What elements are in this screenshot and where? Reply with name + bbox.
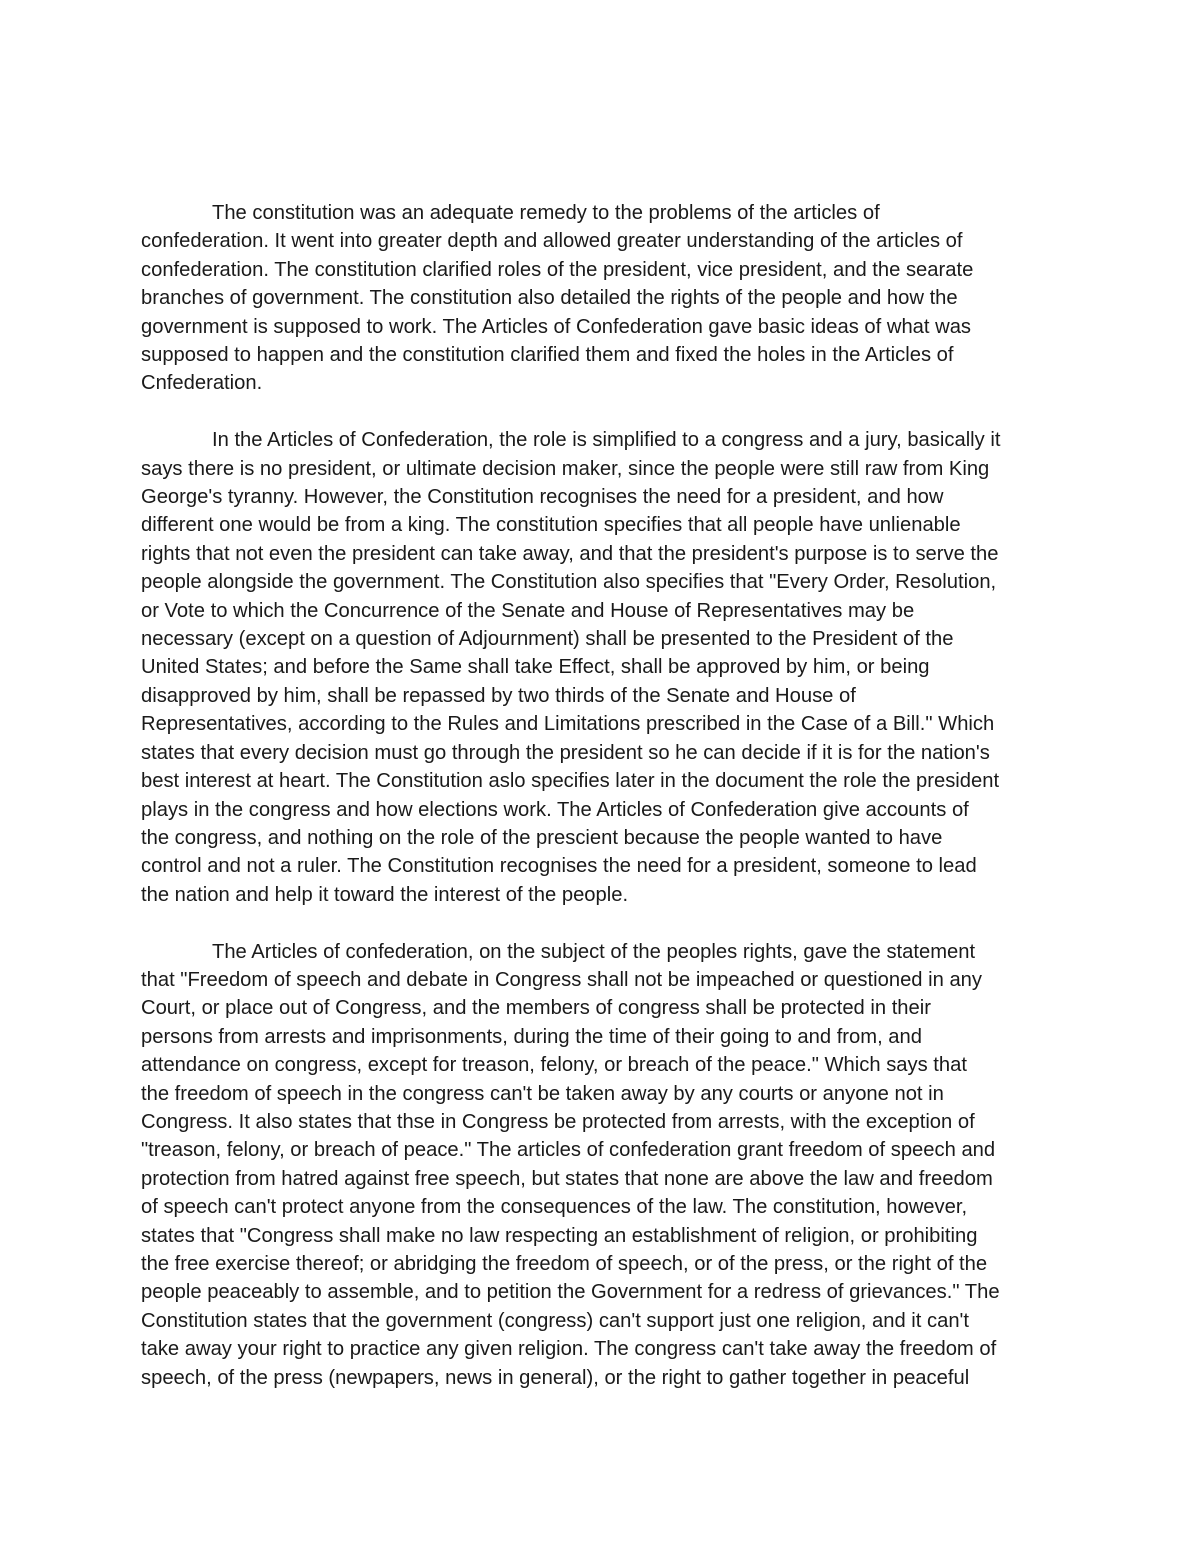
text-line: control and not a ruler. The Constitution recognises the need for a president, someone to lead (141, 855, 977, 878)
document-body (141, 199, 1061, 1420)
text-line: of speech can't protect anyone from the consequences of the law. The constitution, however, (141, 1196, 968, 1219)
paragraph-2 (141, 426, 1061, 909)
text-line: best interest at heart. The Constitution aslo specifies later in the document the role the president (141, 770, 1000, 793)
text-line: Cnfederation. (141, 372, 263, 395)
text-line: protection from hatred against free speech, but states that none are above the law and freedom (141, 1167, 993, 1190)
text-line: that "Freedom of speech and debate in Congress shall not be impeached or questioned in any (141, 968, 983, 991)
text-line: the free exercise thereof; or abridging the freedom of speech, or of the press, or the right of the (141, 1253, 988, 1275)
text-line: Court, or place out of Congress, and the members of congress shall be protected in their (141, 997, 931, 1020)
text-line: people peaceably to assemble, and to petition the Government for a redress of grievances." The (141, 1281, 1000, 1304)
text-line: the congress, and nothing on the role of the prescient because the people wanted to have (141, 826, 943, 849)
text-line: says there is no president, or ultimate decision maker, since the people were still raw from King (141, 457, 990, 480)
text-line: the freedom of speech in the congress can't be taken away by any courts or anyone not in (141, 1082, 944, 1105)
text-line: The Articles of confederation, on the subject of the peoples rights, gave the statement (212, 940, 976, 963)
text-line: "treason, felony, or breach of peace." The articles of confederation grant freedom of speech and (141, 1139, 996, 1162)
text-line: take away your right to practice any given religion. The congress can't take away the freedom of (141, 1338, 997, 1361)
text-line: states that every decision must go through the president so he can decide if it is for the nation's (141, 741, 990, 764)
text-line: confederation. The constitution clarified roles of the president, vice president, and the searate (141, 258, 974, 281)
text-line: disapproved by him, shall be repassed by two thirds of the Senate and House of (141, 684, 856, 707)
text-line: Constitution states that the government (congress) can't support just one religion, and it can't (141, 1309, 970, 1332)
text-line: United States; and before the Same shall take Effect, shall be approved by him, or being (141, 656, 930, 679)
paragraph-3 (141, 938, 1061, 1393)
text-line: confederation. It went into greater depth and allowed greater understanding of the articles of (141, 230, 963, 253)
text-line: the nation and help it toward the interest of the people. (141, 883, 629, 906)
text-line: speech, of the press (newpapers, news in general), or the right to gather together in peaceful (141, 1366, 970, 1389)
text-line: The constitution was an adequate remedy to the problems of the articles of (212, 202, 880, 224)
text-line: In the Articles of Confederation, the role is simplified to a congress and a jury, basically it (212, 429, 1001, 452)
text-line: George's tyranny. However, the Constitution recognises the need for a president, and how (141, 486, 944, 509)
text-line: persons from arrests and imprisonments, during the time of their going to and from, and (141, 1025, 922, 1048)
text-line: attendance on congress, except for treason, felony, or breach of the peace." Which says that (141, 1054, 967, 1077)
text-line: necessary (except on a question of Adjournment) shall be presented to the President of the (141, 628, 954, 651)
text-line: branches of government. The constitution also detailed the rights of the people and how the (141, 287, 958, 310)
text-line: Congress. It also states that thse in Congress be protected from arrests, with the exception of (141, 1110, 975, 1133)
paragraph-1 (141, 199, 1061, 398)
text-line: different one would be from a king. The constitution specifies that all people have unlienable (141, 514, 961, 537)
text-line: rights that not even the president can take away, and that the president's purpose is to serve the (141, 542, 999, 565)
text-line: or Vote to which the Concurrence of the Senate and House of Representatives may be (141, 599, 915, 622)
text-line: supposed to happen and the constitution clarified them and fixed the holes in the Articles of (141, 344, 954, 367)
text-line: people alongside the government. The Constitution also specifies that "Every Order, Resolution, (141, 571, 997, 594)
text-line: plays in the congress and how elections work. The Articles of Confederation give accounts of (141, 798, 969, 821)
text-line: states that "Congress shall make no law respecting an establishment of religion, or prohibiting (141, 1224, 978, 1247)
text-line: Representatives, according to the Rules and Limitations prescribed in the Case of a Bill." Which (141, 713, 995, 736)
text-line: government is supposed to work. The Articles of Confederation gave basic ideas of what was (141, 315, 972, 338)
